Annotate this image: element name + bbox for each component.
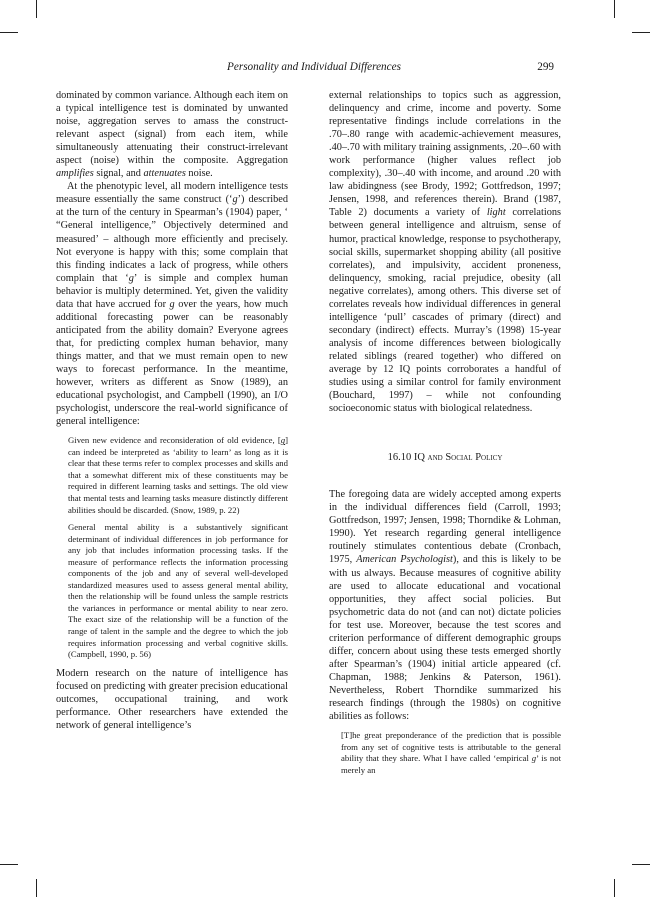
crop-mark-top-left-h <box>0 32 18 33</box>
paragraph: dominated by common variance. Although each item on a typical intelligence test is dominated by unwanted noise, aggregation serves to amass the construct-relevant aspect (signal) from each item, while simultaneously attenuating their construct-irrelevant aspect (noise) within the composite. Aggregation amplifies signal, and attenuates noise. <box>56 90 288 180</box>
crop-mark-top-left-v <box>36 0 37 18</box>
quote-snow: Given new evidence and reconsideration of old evidence, [g] can indeed be interpreted as ‘ability to learn’ as long as it is clear that these terms refer to complex processes and skills and that a somewhat different mix of these constituents may be required in different learning tasks and settings. The old view that mental tests and learning tasks measure distinctly different abilities should be discarded. (Snow, 1989, p. 22) <box>68 435 288 515</box>
quote-campbell: General mental ability is a substantively significant determinant of individual differences in job performance for any job that includes information processing tasks. If the measure of performance reflects the information processing components of the job and any of several well-developed standardized measures used to assess general mental ability, then the relationship will be found unless the sample restricts the variances in performance or mental ability to near zero. The exact size of the relationship will be a function of the range of talent in the sample and the degree to which the job requires information processing and verbal cognitive skills. (Campbell, 1990, p. 56) <box>68 522 288 660</box>
paragraph: At the phenotypic level, all modern intelligence tests measure essentially the same construct (‘g’) described at the turn of the century in Spearman’s (1904) paper, ‘ “General intelligence,” Objectively determined and measured’ – although more efficiently and precisely. Not everyone is happy with this; some complain that this finding indicates a lack of progress, while others complain that ‘g’ is simple and complex human behavior is multiply determined. Yet, given the validity data that have accrued for g over the years, how much additional forecasting power can be reasonably anticipated from the ability domain? Everyone agrees that, for predicting complex human behavior, many things matter, and that we must remain open to new ways to forecast performance. In the meantime, however, writers as different as Snow (1989), an educational psychologist, and Campbell (1990), an I/O psychologist, underscore the real-world significance of general intelligence: <box>56 181 288 428</box>
crop-mark-bottom-right-v <box>614 879 615 897</box>
crop-mark-top-right-h <box>632 32 650 33</box>
running-title: Personality and Individual Differences <box>227 61 401 73</box>
quote-thorndike: [T]he great preponderance of the prediction that is possible from any set of cognitive tests is attributable to the general ability that they share. What I have called ‘empirical g’ is not merely an <box>341 730 561 775</box>
paragraph: Modern research on the nature of intelligence has focused on predicting with greater precision educational outcomes, occupational training, and work performance. Other researchers have extended the network of general intelligence’s <box>56 667 288 731</box>
left-column <box>56 89 288 732</box>
crop-mark-bottom-right-h <box>632 864 650 865</box>
crop-mark-top-right-v <box>614 0 615 18</box>
crop-mark-bottom-left-h <box>0 864 18 865</box>
paragraph: The foregoing data are widely accepted among experts in the individual differences field (Carroll, 1993; Gottfredson, 1997; Jensen, 1998; Thorndike & Lohman, 1990). Yet research regarding general intelligence routinely stimulates contentious debate (Cronbach, 1975, American Psychologist), and this is likely to be with us always. Because measures of cognitive ability are used to allocate educational and vocational opportunities, they affect social policies. But psychometric data do not (and can not) dictate policies for test use. Moreover, because the test scores and criterion performance of different demographic groups differ, concern about using these tests emerged shortly after Spearman’s (1904) initial article appeared (cf. Chapman, 1988; Jenkins & Paterson, 1961). Nevertheless, Robert Thorndike summarized his research findings (through the 1980s) on cognitive abilities as follows: <box>329 489 561 723</box>
block-quote <box>341 730 561 776</box>
right-column <box>329 89 561 782</box>
block-quote <box>68 435 288 660</box>
section-heading: 16.10 IQ and Social Policy <box>387 452 503 464</box>
paragraph: external relationships to topics such as aggression, delinquency and crime, income and poverty. Some representative findings include correlations in the .70–.80 range with academic-achievement measures, .40–.70 with military training assignments, .20–.60 with work performance (higher values reflect job complexity), .30–.40 with income, and around .20 with law abidingness (see Brody, 1992; Gottfredson, 1997; Jensen, 1998, and references therein). Brand (1987, Table 2) documents a variety of light correlations between general intelligence and altruism, sense of humor, practical knowledge, response to psychotherapy, social skills, supermarket shopping ability (all positive correlates), and impulsivity, accident proneness, delinquency, smoking, racial prejudice, obesity (all negative correlates), among others. This diverse set of correlates reveals how individual differences in general intelligence ‘pull’ cascades of primary (direct) and secondary (indirect) effects. Murray’s (1998) 15-year analysis of income differences between biologically related siblings (reared together) who differed on average by 12 IQ points corroborates a handful of studies using a similar control for family environment (Bouchard, 1997) – while not confounding socioeconomic status with biological relatedness. <box>329 90 561 415</box>
crop-mark-bottom-left-v <box>36 879 37 897</box>
page-number: 299 <box>537 61 554 73</box>
